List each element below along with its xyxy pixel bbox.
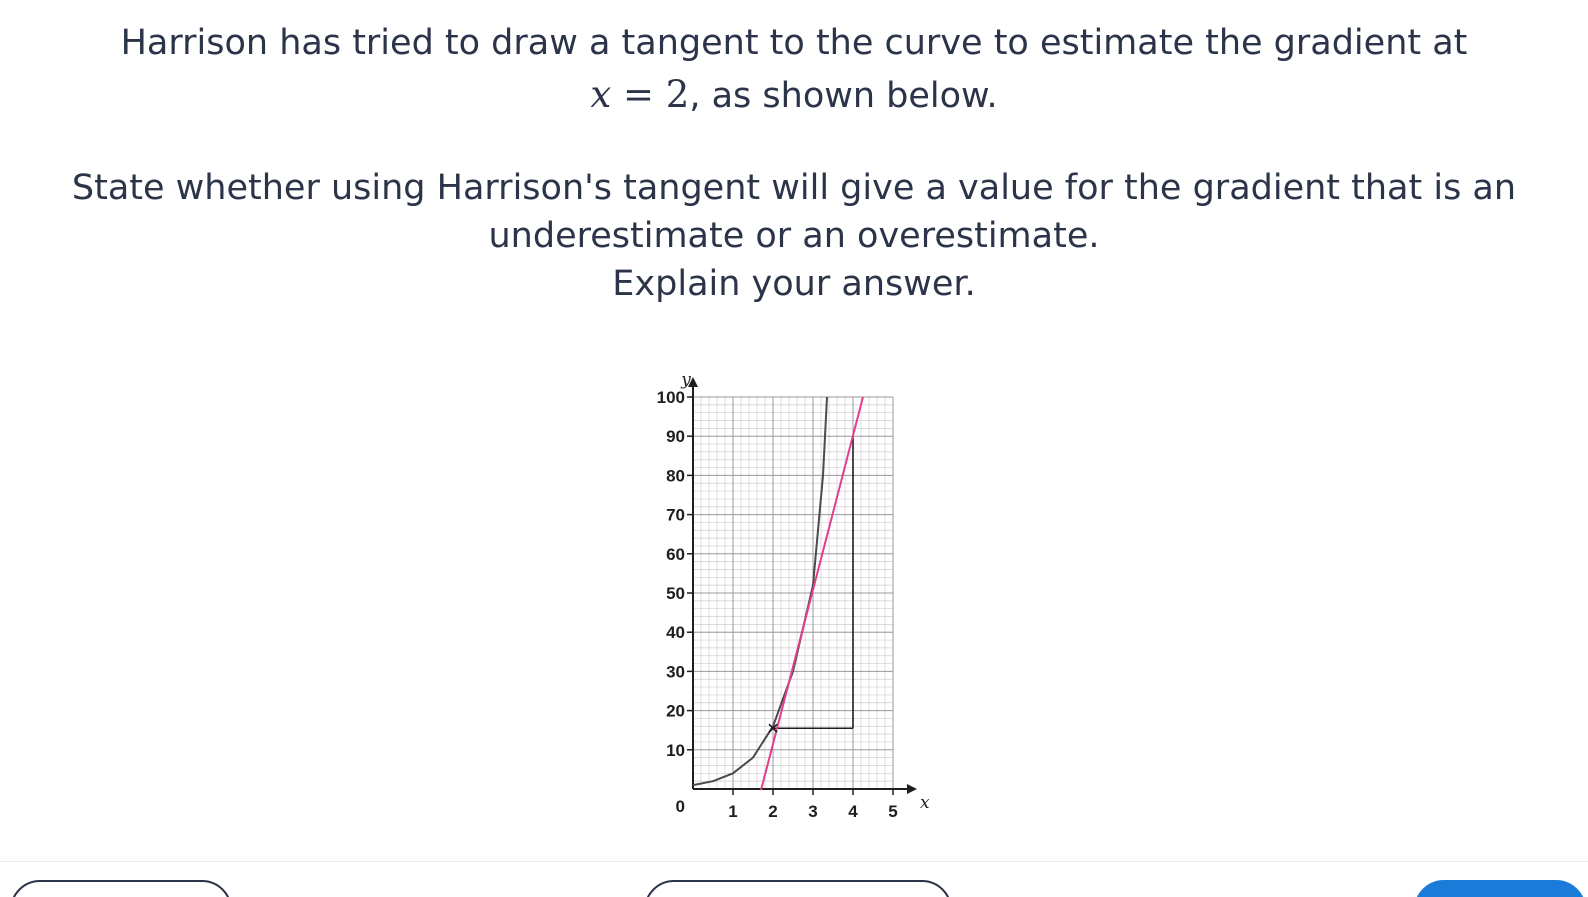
origin-label: 0 bbox=[675, 797, 685, 816]
y-tick-label: 70 bbox=[666, 505, 685, 525]
question-text bbox=[0, 18, 1588, 308]
curve-line bbox=[693, 397, 827, 785]
x-tick-label: 3 bbox=[808, 802, 818, 821]
y-tick-label: 50 bbox=[666, 584, 685, 603]
hint-button[interactable] bbox=[644, 880, 952, 897]
question-line-3: State whether using Harrison's tangent will give a value for the gradient that is an bbox=[71, 168, 1517, 208]
x-tick-label: 4 bbox=[848, 802, 858, 821]
graph bbox=[644, 364, 936, 834]
x-tick-label: 1 bbox=[728, 802, 738, 821]
math-expression bbox=[590, 73, 689, 116]
y-tick-label: 90 bbox=[666, 427, 685, 447]
y-tick-label: 40 bbox=[666, 623, 685, 643]
y-tick-label: 80 bbox=[666, 466, 685, 486]
y-tick-label: 30 bbox=[666, 662, 685, 682]
y-tick-label: 20 bbox=[666, 701, 685, 721]
back-button[interactable] bbox=[10, 880, 232, 897]
x-axis-arrow-icon bbox=[907, 784, 917, 794]
y-tick-label: 10 bbox=[666, 740, 685, 760]
math-value: 2 bbox=[665, 73, 690, 116]
series bbox=[693, 397, 863, 790]
grid-major bbox=[693, 397, 893, 789]
x-tick-label: 2 bbox=[768, 802, 778, 821]
submit-button[interactable] bbox=[1414, 880, 1586, 897]
footer-divider bbox=[0, 861, 1588, 862]
y-tick-label: 60 bbox=[666, 544, 685, 564]
graph-svg bbox=[644, 364, 936, 834]
math-equals: = bbox=[611, 73, 666, 116]
question-line-2-rest: , as shown below. bbox=[689, 76, 998, 116]
x-tick-label: 5 bbox=[888, 802, 898, 821]
question-line-5: Explain your answer. bbox=[612, 264, 976, 304]
question-line-4: underestimate or an overestimate. bbox=[488, 216, 1100, 256]
question-line-1: Harrison has tried to draw a tangent to the curve to estimate the gradient at bbox=[120, 23, 1468, 63]
math-variable: x bbox=[590, 73, 612, 116]
question-line-2 bbox=[0, 69, 1588, 122]
y-axis-label: y bbox=[681, 370, 691, 390]
y-tick-label: 100 bbox=[656, 388, 685, 407]
axis-ticks bbox=[687, 397, 893, 795]
tick-labels bbox=[657, 370, 930, 821]
x-axis-label: x bbox=[920, 793, 930, 813]
